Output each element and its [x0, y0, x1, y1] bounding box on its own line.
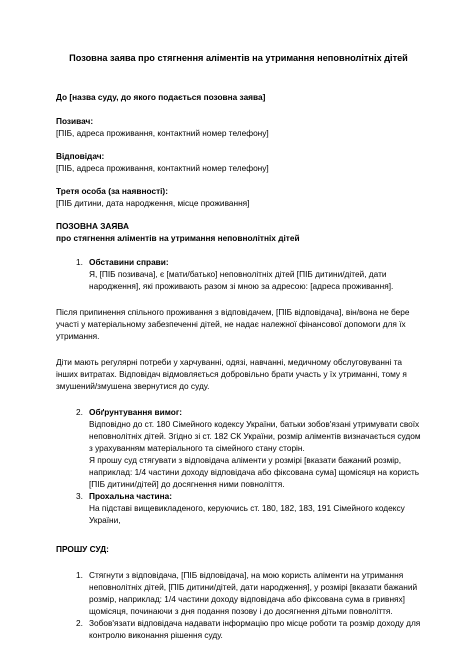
request-item-2 [56, 617, 421, 641]
request-1-text: Стягнути з відповідача, [ПІБ відповідача], на мою користь аліменти на утримання неповнолітніх дітей, [ПІБ дитини/дітей, дати народження], у розмірі [вказати бажаний розмір, наприклад: 1/4 частини доходу відповідача або фіксована сума в гривнях] щомісяця, починаючи з дня подання позову і до досягнення дітьми повноліття. [89, 570, 418, 616]
defendant-label: Відповідач: [56, 151, 105, 161]
claim-subheading: про стягнення аліментів на утримання неповнолітніх дітей [56, 233, 300, 243]
section-1-title: Обставини справи: [89, 257, 169, 267]
section-2-number: 2. [76, 407, 83, 417]
section-3-title: Прохальна частина: [89, 491, 173, 501]
section-2-text-1: Відповідно до ст. 180 Сімейного кодексу України, батьки зобов'язані утримувати своїх неповнолітніх дітей. Згідно зі ст. 182 СК України, розмір аліментів визначається судом з урахуванням матеріального та сімейного стану сторін. [89, 419, 421, 453]
section-1 [56, 256, 421, 292]
paragraph-1: Після припинення спільного проживання з відповідачем, [ПІБ відповідача], він/вона не бере участі у матеріальному забезпеченні дітей, не надає належної фінансової допомоги для їх утримання. [56, 307, 410, 341]
plaintiff-block [56, 115, 421, 139]
section-3 [56, 490, 421, 526]
document-title: Позовна заява про стягнення аліментів на утримання неповнолітніх дітей [69, 53, 408, 63]
request-2-text: Зобов'язати відповідача надавати інформацію про місце роботи та розмір доходу для контролю виконання рішення суду. [89, 618, 421, 640]
document-content [56, 52, 421, 641]
third-party-value: [ПІБ дитини, дата народження, місце проживання] [56, 198, 250, 208]
request-2-number: 2. [76, 618, 83, 628]
paragraph-2: Діти мають регулярні потреби у харчуванні, одязі, навчанні, медичному обслуговуванні та інших витратах. Відповідач відмовляється добровільно брати участь у їх утриманні, тому я змушений/змушена звернутися до суду. [56, 357, 407, 391]
request-list [56, 569, 421, 641]
request-item-1 [56, 569, 421, 617]
section-3-text: На підставі вищевикладеного, керуючись ст. 180, 182, 183, 191 Сімейного кодексу України, [89, 503, 405, 525]
court-line: До [назва суду, до якого подається позовна заява] [56, 92, 266, 102]
third-party-block [56, 185, 421, 209]
section-1-text: Я, [ПІБ позивача], є [мати/батько] неповнолітніх дітей [ПІБ дитини/дітей, дати народження], які проживають разом зі мною за адресою: [адреса проживання]. [89, 269, 394, 291]
claim-heading-block [56, 220, 421, 244]
section-3-number: 3. [76, 491, 83, 501]
defendant-value: [ПІБ, адреса проживання, контактний номер телефону] [56, 163, 269, 173]
section-2-title: Обґрунтування вимог: [89, 407, 183, 417]
defendant-block [56, 150, 421, 174]
section-1-number: 1. [76, 257, 83, 267]
section-2-text-2: Я прошу суд стягувати з відповідача аліменти у розмірі [вказати бажаний розмір, наприклад: 1/4 частини доходу відповідача або фіксована сума] щомісяця на користь [ПІБ дитини/дітей] до досягнення ними повноліття. [89, 455, 420, 489]
request-heading: ПРОШУ СУД: [56, 544, 109, 554]
section-2 [56, 406, 421, 490]
plaintiff-label: Позивач: [56, 116, 94, 126]
third-party-label: Третя особа (за наявності): [56, 186, 168, 196]
plaintiff-value: [ПІБ, адреса проживання, контактний номер телефону] [56, 128, 269, 138]
claim-heading: ПОЗОВНА ЗАЯВА [56, 221, 129, 231]
request-1-number: 1. [76, 570, 83, 580]
